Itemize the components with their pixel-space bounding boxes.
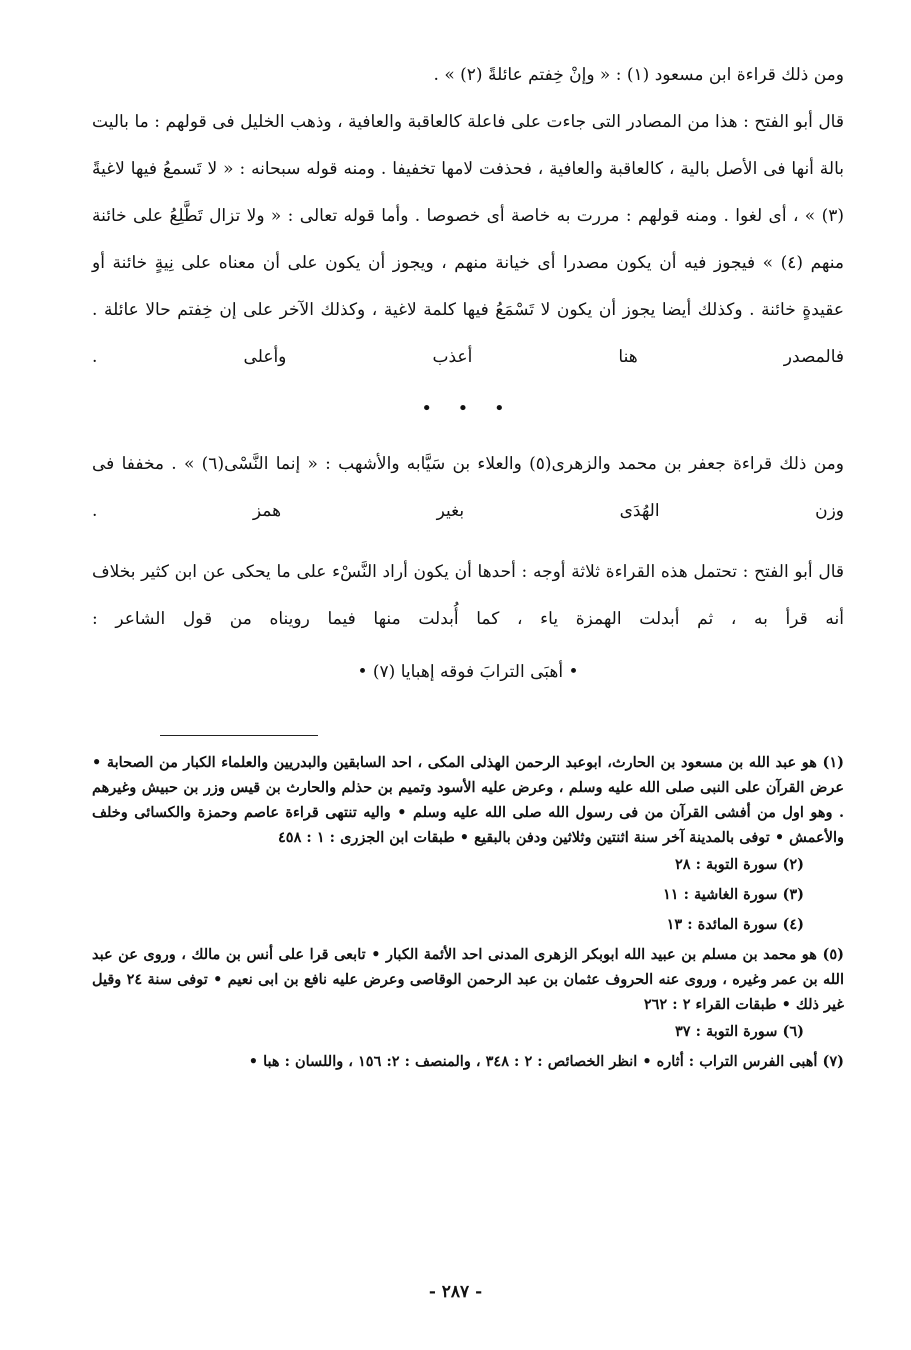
paragraph-4: قال أبو الفتح : تحتمل هذه القراءة ثلاثة أوجه : أحدها أن يكون أراد النَّسْء على ما يحكى عن ابن كثير بخلاف أنه قرأ به ، ثم أبدلت الهمزة ياء ، كما أُبدلت منها فيما رويناه من قول الشاعر :	[92, 562, 844, 629]
footnote-3: (٣) سورة الغاشية : ١١	[662, 886, 804, 903]
footnote-4: (٤) سورة المائدة : ١٣	[666, 916, 804, 933]
paragraph-1: ومن ذلك قراءة ابن مسعود (١) : « وإنْ خِفتم عائلةً (٢) » .	[433, 65, 844, 85]
footnote-7: (٧) أهبى الفرس التراب : أثاره • انظر الخصائص : ٢ : ٣٤٨ ، والمنصف : ٢: ١٥٦ ، واللسان : هبا •	[248, 1053, 844, 1070]
page-body	[92, 52, 844, 1332]
poetry-verse: • أهبَى الترابَ فوقه إهبايا (٧) •	[357, 662, 579, 682]
paragraph-3: ومن ذلك قراءة جعفر بن محمد والزهرى(٥) والعلاء بن سَيَّابه والأشهب : « إنما النَّسْى(٦) » . مخففا فى وزن الهُدَى بغير همز .	[92, 454, 844, 521]
page-number: - ٢٨٧ -	[428, 1282, 483, 1302]
footnote-1: (١) هو عبد الله بن مسعود بن الحارث، ابوعبد الرحمن الهذلى المكى ، احد السابقين والبدريين والعلماء الكبار من الصحابة • عرض القرآن على النبى صلى الله عليه وسلم ، وعرض عليه الأسود وتميم بن حذلم والحارث بن قيس وزر بن حبيش وغيرهم . وهو اول من أفشى القرآن من فى رسول الله صلى الله عليه وسلم • واليه تنتهى قراءة عاصم وحمزة والكسائى وخلف والأعمش • توفى بالمدينة آخر سنة اثنتين وثلاثين ودفن بالبقيع • طبقات ابن الجزرى : ١ : ٤٥٨	[92, 754, 844, 846]
footnote-divider	[160, 735, 318, 736]
footnote-5: (٥) هو محمد بن مسلم بن عبيد الله ابوبكر الزهرى المدنى احد الأئمة الكبار • تابعى قرا على أنس بن مالك ، وروى عن عبد الله بن عمر وغيره ، وروى عنه الحروف عثمان بن عبد الرحمن الوقاصى وعرض عليه نافع بن ابى نعيم • توفى سنة ٢٤ وقيل غير ذلك • طبقات القراء ٢ : ٢٦٢	[92, 946, 845, 1013]
section-separator: • • •	[421, 398, 515, 419]
footnote-6: (٦) سورة التوبة : ٣٧	[674, 1023, 804, 1040]
footnote-2: (٢) سورة التوبة : ٢٨	[674, 856, 804, 873]
paragraph-2: قال أبو الفتح : هذا من المصادر التى جاءت على فاعلة كالعاقبة والعافية ، وذهب الخليل فى قولهم : ما باليت بالة أنها فى الأصل بالية ، كالعاقبة والعافية ، فحذفت لامها تخفيفا . ومنه قوله سبحانه : « لا تَسمعُ فيها لاغيةً (٣) » ، أى لغوا . ومنه قولهم : مررت به خاصة أى خصوصا . وأما قوله تعالى : « ولا تزال تَطَّلِعُ على خائنة منهم (٤) » فيجوز فيه أن يكون مصدرا أى خيانة منهم ، ويجوز أن يكون على أن معناه على نِيةٍ خائنة أو عقيدةٍ خائنة . وكذلك أيضا يجوز أن يكون لا تَسْمَعُ فيها كلمة لاغية ، وكذلك الآخر على إن خِفتم حالا عائلة . فالمصدر هنا أعذب وأعلى .	[92, 112, 844, 367]
